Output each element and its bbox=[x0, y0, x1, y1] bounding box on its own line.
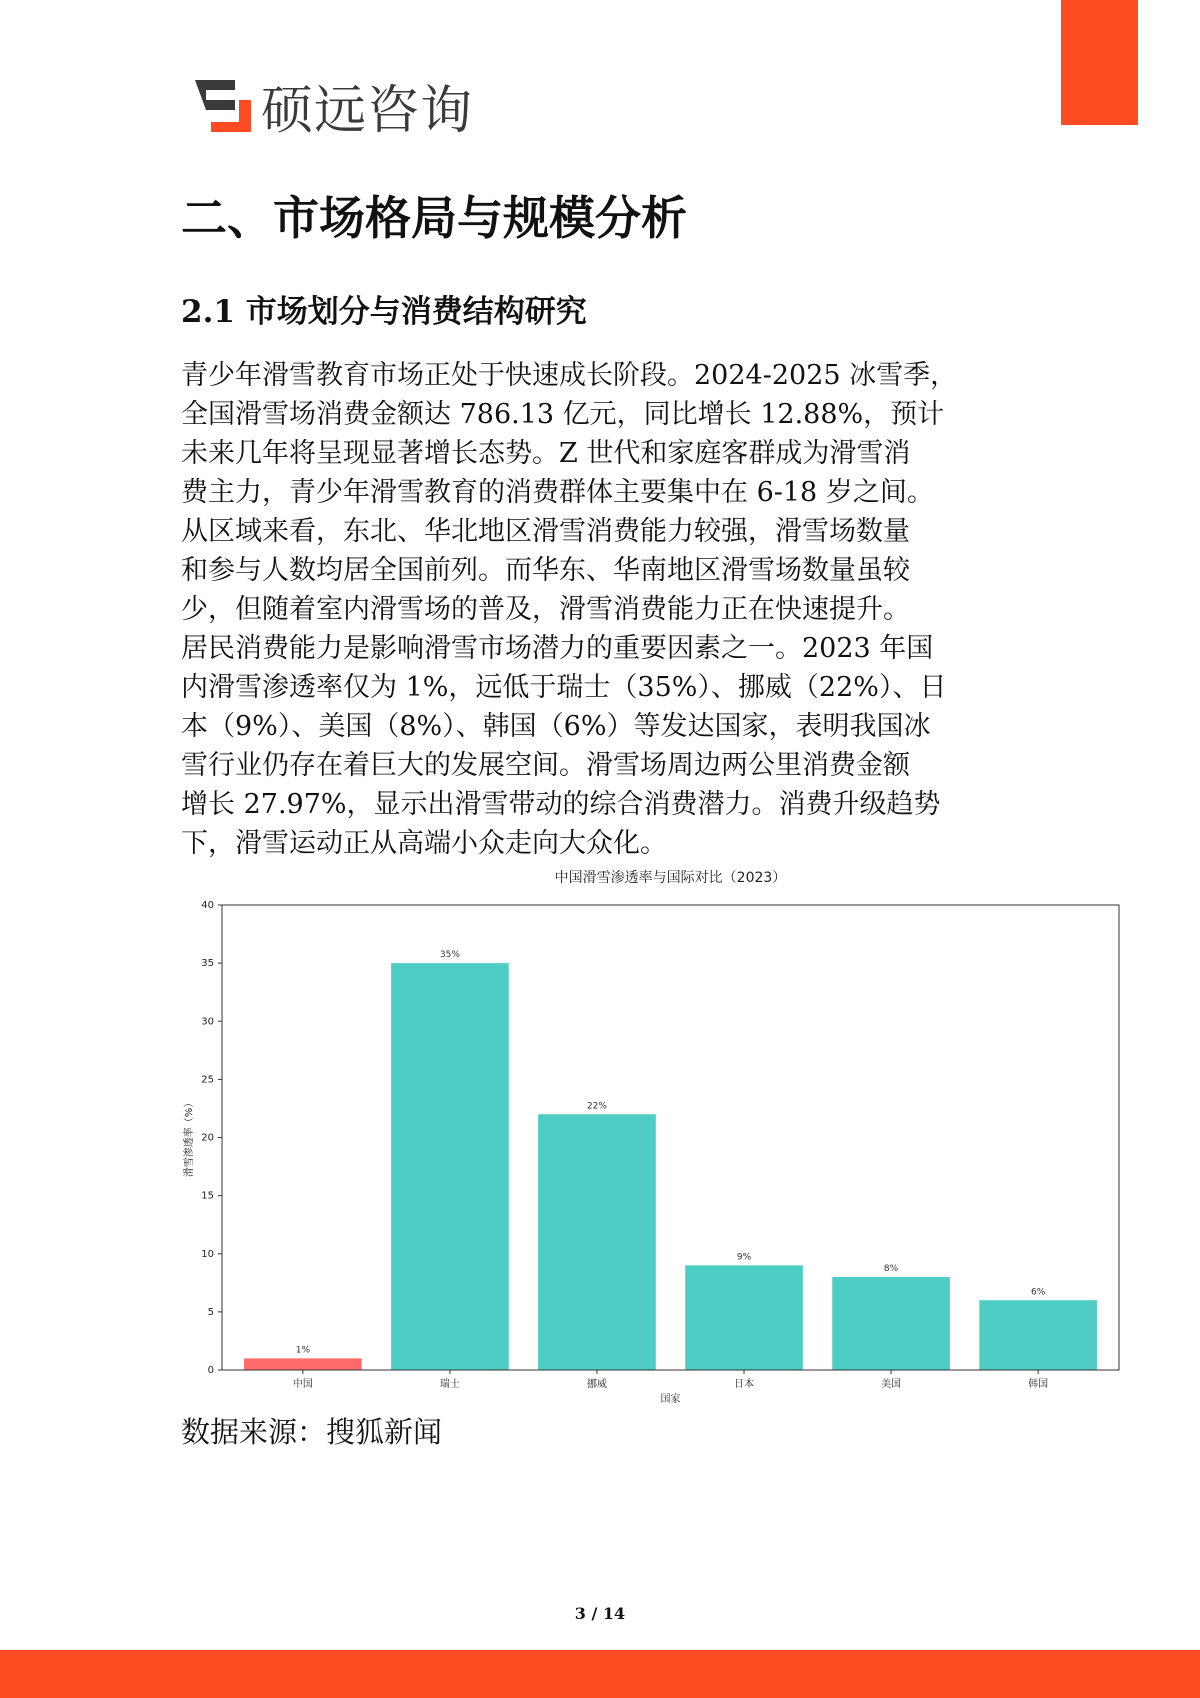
y-tick-label: 5 bbox=[207, 1306, 214, 1318]
bar bbox=[685, 1265, 803, 1370]
y-tick-label: 30 bbox=[201, 1016, 214, 1028]
paragraph-line: 居民消费能力是影响滑雪市场潜力的重要因素之一。2023 年国 bbox=[181, 633, 934, 664]
paragraph-line: 增长 27.97%，显示出滑雪带动的综合消费潜力。消费升级趋势 bbox=[181, 789, 941, 820]
data-source: 数据来源：搜狐新闻 bbox=[181, 1415, 443, 1449]
paragraph-line: 从区域来看，东北、华北地区滑雪消费能力较强，滑雪场数量 bbox=[181, 516, 910, 547]
data-label: 22% bbox=[586, 1101, 607, 1112]
x-axis-label: 国家 bbox=[660, 1394, 681, 1405]
subsection-heading: 2.1 市场划分与消费结构研究 bbox=[181, 294, 587, 330]
section-heading: 二、市场格局与规模分析 bbox=[181, 191, 687, 245]
paragraph-line: 下，滑雪运动正从高端小众走向大众化。 bbox=[181, 828, 667, 859]
paragraph-line: 内滑雪渗透率仅为 1%，远低于瑞士（35%）、挪威（22%）、日 bbox=[181, 672, 947, 703]
data-label: 1% bbox=[295, 1345, 311, 1356]
data-label: 35% bbox=[439, 950, 460, 961]
x-tick-label: 中国 bbox=[292, 1379, 313, 1390]
brand-name: 硕远咨询 bbox=[261, 81, 474, 141]
y-tick-label: 15 bbox=[201, 1190, 214, 1202]
corner-accent-block bbox=[1061, 0, 1138, 125]
y-tick-label: 35 bbox=[201, 958, 214, 970]
paragraph-line: 未来几年将呈现显著增长态势。Z 世代和家庭客群成为滑雪消 bbox=[181, 438, 911, 469]
bar-chart bbox=[0, 860, 1200, 1420]
brand-logo bbox=[195, 68, 473, 143]
paragraph-line: 本（9%）、美国（8%）、韩国（6%）等发达国家，表明我国冰 bbox=[181, 711, 931, 742]
y-tick-label: 0 bbox=[207, 1365, 214, 1376]
y-tick-label: 10 bbox=[201, 1248, 214, 1260]
bar bbox=[538, 1114, 656, 1370]
x-tick-label: 挪威 bbox=[586, 1379, 607, 1390]
bar bbox=[244, 1358, 362, 1370]
x-tick-label: 瑞士 bbox=[439, 1379, 460, 1390]
y-axis-label: 滑雪渗透率（%） bbox=[184, 1097, 195, 1178]
paragraph-line: 青少年滑雪教育市场正处于快速成长阶段。2024-2025 冰雪季， bbox=[181, 360, 958, 391]
page-number: 3 / 14 bbox=[574, 1604, 626, 1623]
paragraph-line: 费主力，青少年滑雪教育的消费群体主要集中在 6-18 岁之间。 bbox=[181, 477, 934, 508]
x-tick-label: 日本 bbox=[734, 1379, 755, 1390]
paragraph-line: 少，但随着室内滑雪场的普及，滑雪消费能力正在快速提升。 bbox=[181, 594, 910, 625]
paragraph-line: 和参与人数均居全国前列。而华东、华南地区滑雪场数量虽较 bbox=[181, 555, 910, 586]
footer-bar bbox=[0, 1650, 1200, 1698]
bar bbox=[832, 1277, 950, 1370]
data-label: 9% bbox=[736, 1252, 752, 1263]
y-tick-label: 25 bbox=[201, 1074, 214, 1086]
chart-title: 中国滑雪渗透率与国际对比（2023） bbox=[554, 870, 787, 886]
data-label: 6% bbox=[1030, 1287, 1046, 1298]
y-tick-label: 40 bbox=[201, 900, 214, 911]
logo-mark-icon bbox=[195, 80, 251, 132]
data-label: 8% bbox=[883, 1264, 899, 1274]
y-tick-label: 20 bbox=[201, 1132, 214, 1144]
x-tick-label: 美国 bbox=[881, 1379, 902, 1390]
x-tick-label: 韩国 bbox=[1028, 1379, 1049, 1390]
bar bbox=[979, 1300, 1097, 1370]
paragraph-line: 全国滑雪场消费金额达 786.13 亿元，同比增长 12.88%，预计 bbox=[181, 399, 945, 430]
bar bbox=[391, 963, 509, 1370]
paragraph-line: 雪行业仍存在着巨大的发展空间。滑雪场周边两公里消费金额 bbox=[181, 750, 910, 781]
body-paragraph bbox=[181, 356, 1021, 863]
